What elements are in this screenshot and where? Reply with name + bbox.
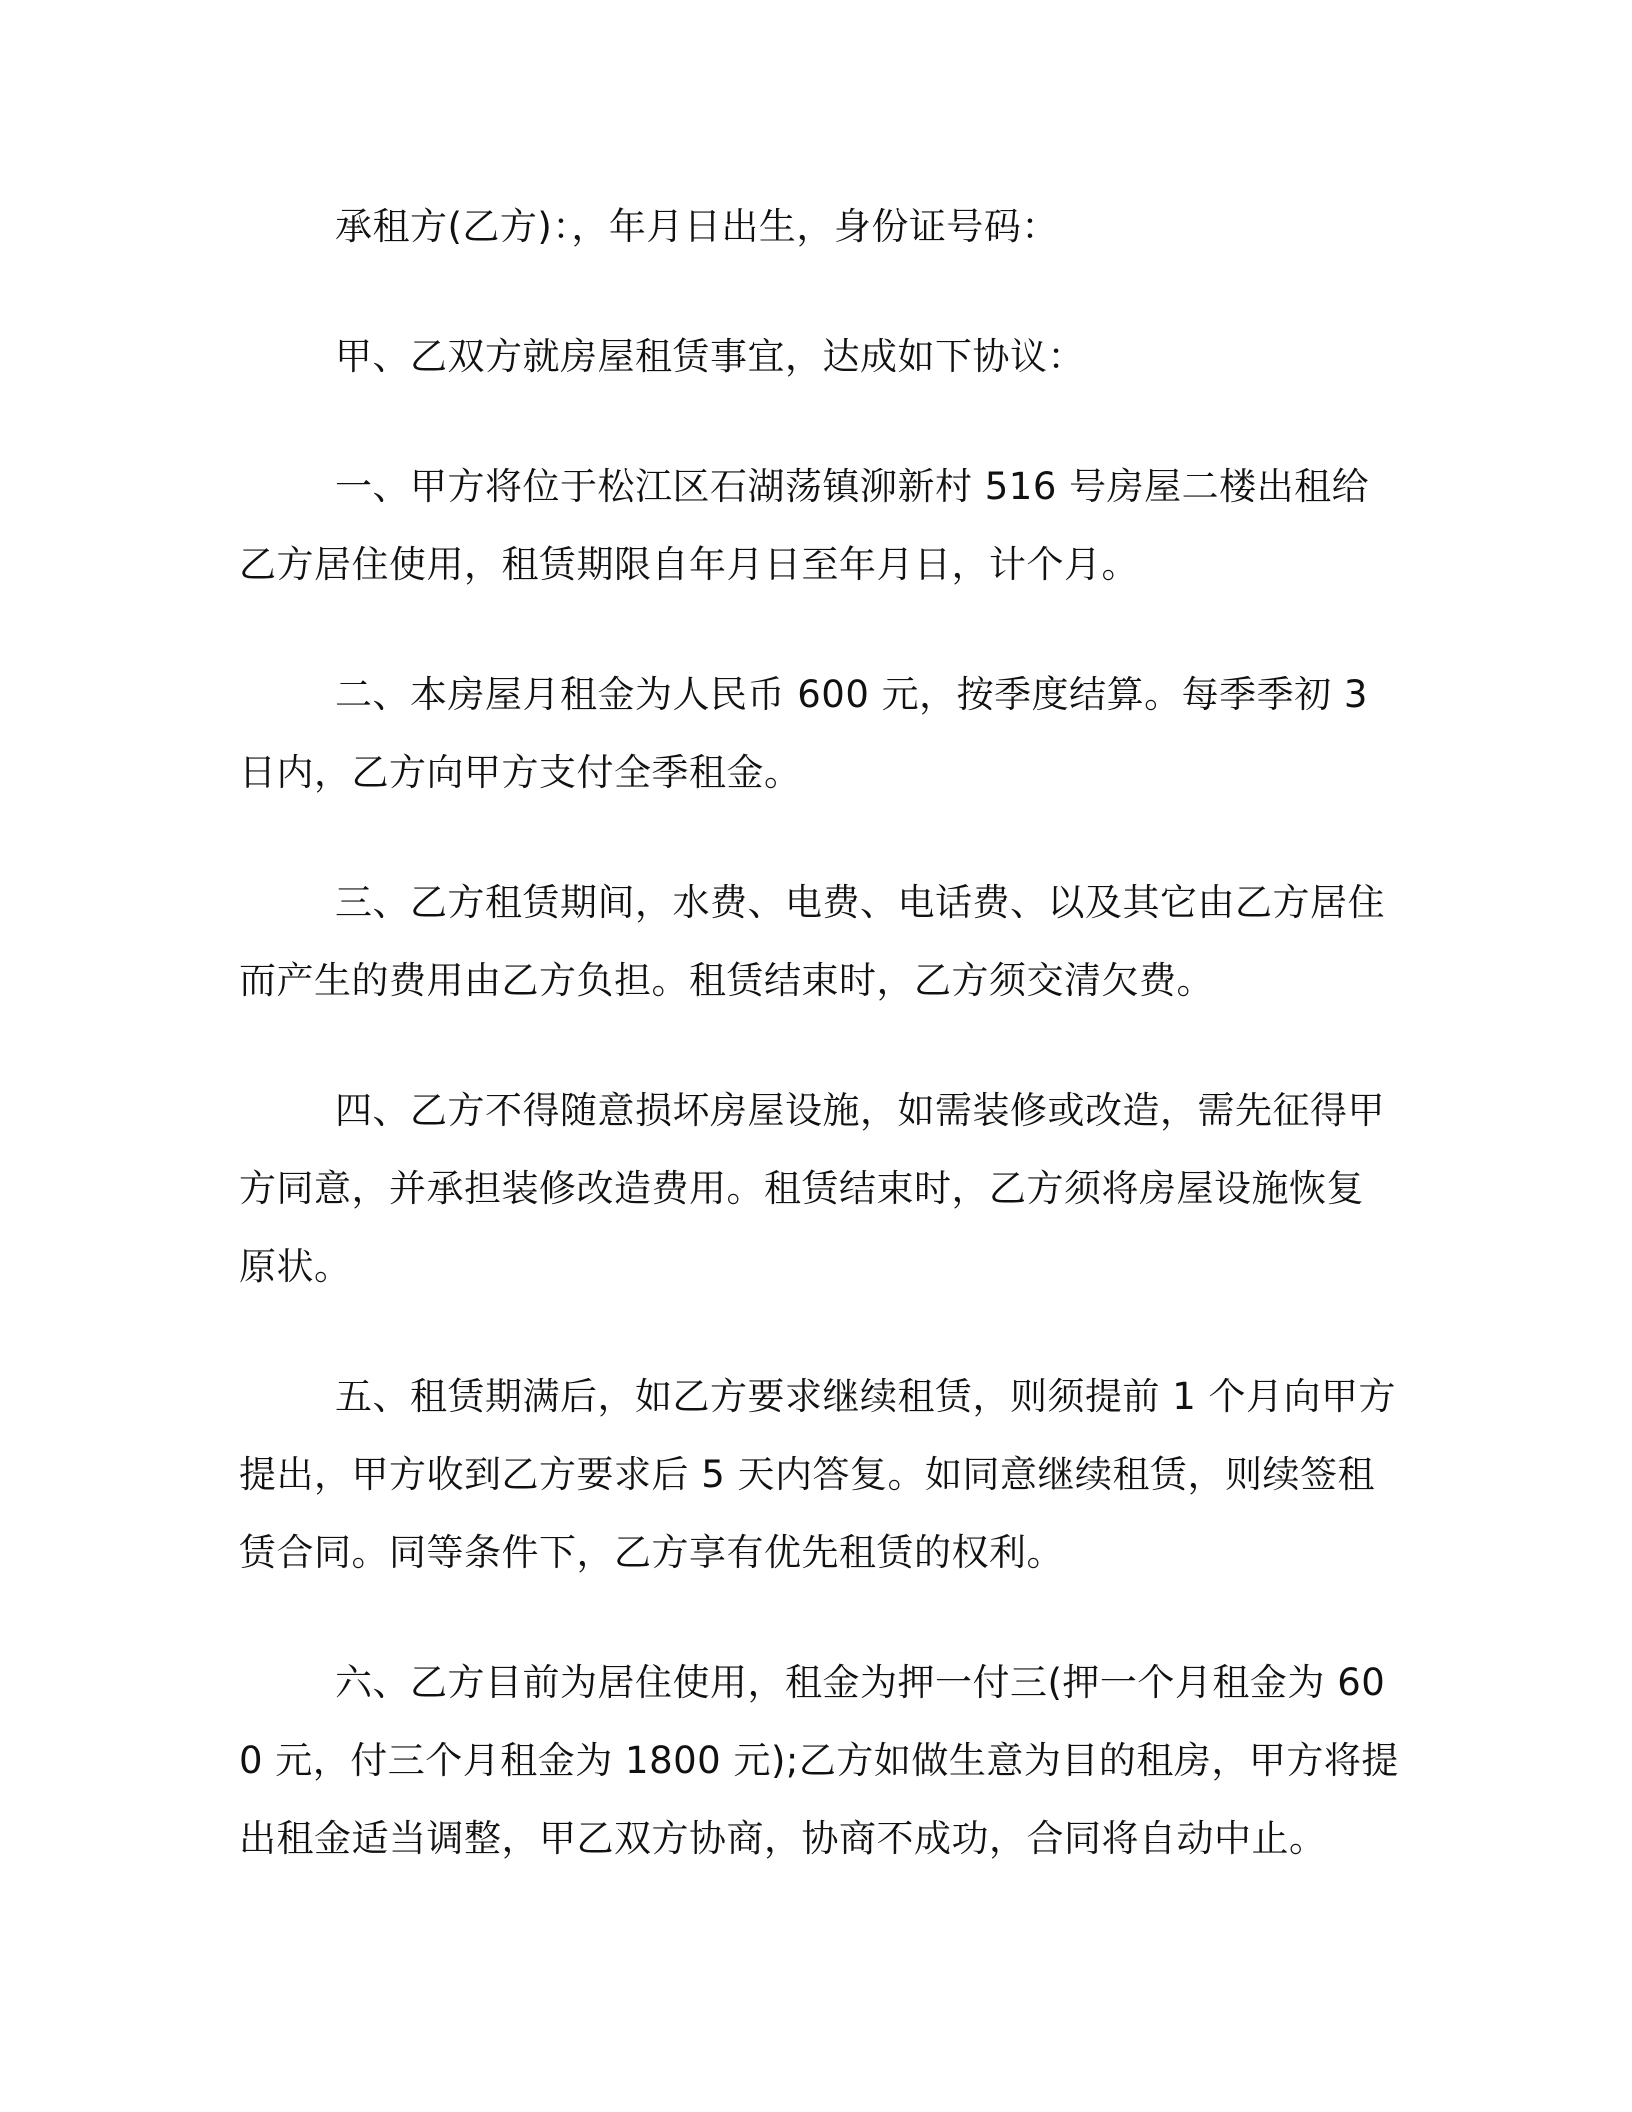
lessee-info-paragraph: 承租方(乙方)：，年月日出生，身份证号码： bbox=[335, 205, 1059, 248]
document-body bbox=[239, 188, 1399, 1930]
clause-4-paragraph: 四、乙方不得随意损坏房屋设施，如需装修或改造，需先征得甲方同意，并承担装修改造费用。租赁结束时，乙方须将房屋设施恢复原状。 bbox=[239, 1089, 1385, 1288]
clause-5-paragraph: 五、租赁期满后，如乙方要求继续租赁，则须提前 1 个月向甲方提出，甲方收到乙方要求后 5 天内答复。如同意继续租赁，则续签租赁合同。同等条件下，乙方享有优先租赁的权利。 bbox=[239, 1375, 1397, 1574]
clause-1-paragraph: 一、甲方将位于松江区石湖荡镇泖新村 516 号房屋二楼出租给乙方居住使用，租赁期限自年月日至年月日，计个月。 bbox=[239, 465, 1370, 586]
agreement-intro-paragraph: 甲、乙双方就房屋租赁事宜，达成如下协议： bbox=[335, 335, 1085, 378]
clause-6-paragraph: 六、乙方目前为居住使用，租金为押一付三(押一个月租金为 600 元，付三个月租金为 1800 元);乙方如做生意为目的租房，甲方将提出租金适当调整，甲乙双方协商，协商不成功，合同将自动中止。 bbox=[239, 1661, 1399, 1860]
clause-3-paragraph: 三、乙方租赁期间，水费、电费、电话费、以及其它由乙方居住而产生的费用由乙方负担。租赁结束时，乙方须交清欠费。 bbox=[239, 881, 1385, 1002]
clause-2-paragraph: 二、本房屋月租金为人民币 600 元，按季度结算。每季季初 3 日内，乙方向甲方支付全季租金。 bbox=[239, 673, 1368, 794]
